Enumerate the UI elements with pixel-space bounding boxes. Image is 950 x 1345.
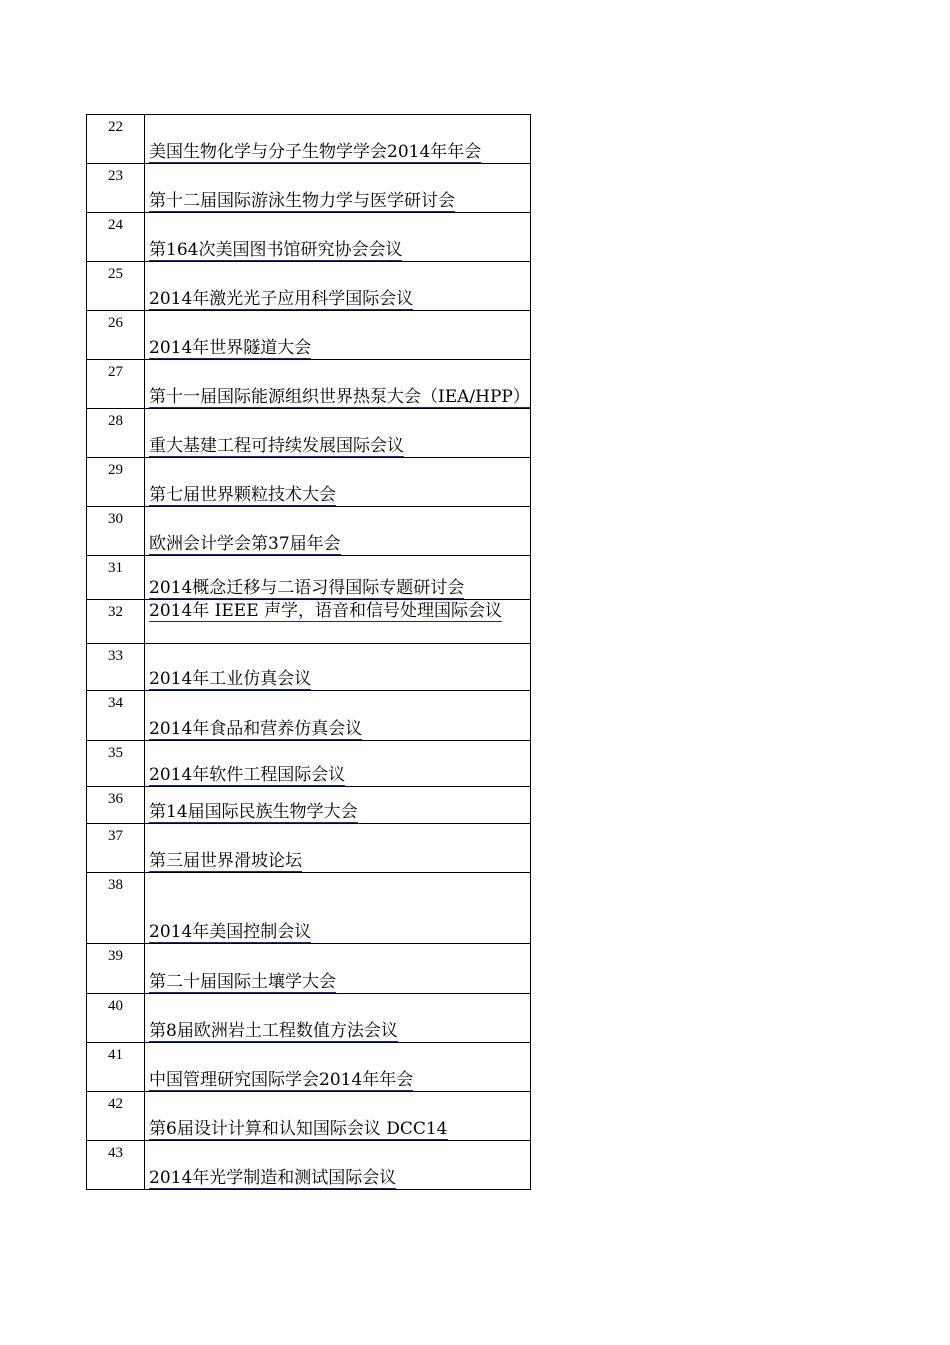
table-row: [87, 115, 531, 164]
row-number: 31: [87, 556, 145, 600]
row-number: 39: [87, 944, 145, 994]
conference-link[interactable]: 2014年美国控制会议: [149, 922, 312, 942]
row-number: 27: [87, 360, 145, 409]
row-number: 26: [87, 311, 145, 360]
row-number: 36: [87, 787, 145, 824]
conference-link[interactable]: 第二十届国际土壤学大会: [149, 972, 336, 992]
table-row: [87, 262, 531, 311]
row-number: 25: [87, 262, 145, 311]
row-number: 37: [87, 824, 145, 873]
conference-link[interactable]: 美国生物化学与分子生物学学会2014年年会: [149, 142, 482, 162]
conference-name-cell: [145, 1043, 531, 1092]
table-row: [87, 824, 531, 873]
table-row: [87, 873, 531, 944]
row-number: 40: [87, 994, 145, 1043]
row-number: 33: [87, 644, 145, 691]
row-number: 22: [87, 115, 145, 164]
conference-table: [86, 114, 531, 1190]
conference-link[interactable]: 第十二届国际游泳生物力学与医学研讨会: [149, 191, 455, 211]
table-row: [87, 360, 531, 409]
conference-name-cell: [145, 311, 531, 360]
row-number: 42: [87, 1092, 145, 1141]
conference-name-cell: [145, 691, 531, 741]
table-row: [87, 1141, 531, 1190]
conference-link[interactable]: 2014概念迁移与二语习得国际专题研讨会: [149, 578, 465, 598]
conference-name-cell: [145, 213, 531, 262]
row-number: 38: [87, 873, 145, 944]
table-row: [87, 213, 531, 262]
conference-name-cell: [145, 164, 531, 213]
conference-name-cell: [145, 115, 531, 164]
conference-link[interactable]: 第十一届国际能源组织世界热泵大会（IEA/HPP）: [149, 387, 530, 407]
row-number: 30: [87, 507, 145, 556]
table-row: [87, 164, 531, 213]
conference-link[interactable]: 重大基建工程可持续发展国际会议: [149, 436, 404, 456]
conference-name-cell: [145, 556, 531, 600]
row-number: 24: [87, 213, 145, 262]
table-row: [87, 556, 531, 600]
table-row: [87, 1043, 531, 1092]
conference-name-cell: [145, 787, 531, 824]
conference-link[interactable]: 第8届欧洲岩土工程数值方法会议: [149, 1021, 398, 1041]
conference-name-cell: [145, 994, 531, 1043]
conference-link[interactable]: 第三届世界滑坡论坛: [149, 851, 302, 871]
row-number: 34: [87, 691, 145, 741]
table-row: [87, 507, 531, 556]
conference-name-cell: [145, 873, 531, 944]
row-number: 29: [87, 458, 145, 507]
conference-link[interactable]: 2014年世界隧道大会: [149, 338, 312, 358]
conference-name-cell: [145, 644, 531, 691]
row-number: 41: [87, 1043, 145, 1092]
table-row: [87, 994, 531, 1043]
conference-link[interactable]: 2014年软件工程国际会议: [149, 765, 346, 785]
row-number: 32: [87, 600, 145, 644]
conference-name-cell: [145, 458, 531, 507]
conference-link[interactable]: 2014年食品和营养仿真会议: [149, 719, 363, 739]
conference-link[interactable]: 第164次美国图书馆研究协会会议: [149, 240, 403, 260]
table-row: [87, 691, 531, 741]
conference-name-cell: [145, 1141, 531, 1190]
table-row: [87, 787, 531, 824]
table-row: [87, 600, 531, 644]
table-row: [87, 644, 531, 691]
conference-name-cell: [145, 262, 531, 311]
row-number: 43: [87, 1141, 145, 1190]
conference-link[interactable]: 第14届国际民族生物学大会: [149, 802, 358, 822]
conference-link[interactable]: 2014年光学制造和测试国际会议: [149, 1168, 397, 1188]
conference-link[interactable]: 第6届设计计算和认知国际会议 DCC14: [149, 1119, 448, 1139]
conference-name-cell: [145, 409, 531, 458]
conference-name-cell: [145, 824, 531, 873]
conference-link[interactable]: 2014年 IEEE 声学，语音和信号处理国际会议: [149, 601, 503, 621]
table-row: [87, 409, 531, 458]
table-row: [87, 944, 531, 994]
conference-name-cell: [145, 600, 531, 644]
conference-name-cell: [145, 1092, 531, 1141]
conference-link[interactable]: 中国管理研究国际学会2014年年会: [149, 1070, 414, 1090]
conference-name-cell: [145, 944, 531, 994]
conference-link[interactable]: 欧洲会计学会第37届年会: [149, 534, 341, 554]
table-row: [87, 311, 531, 360]
row-number: 23: [87, 164, 145, 213]
conference-name-cell: [145, 507, 531, 556]
conference-link[interactable]: 2014年激光光子应用科学国际会议: [149, 289, 414, 309]
table-row: [87, 1092, 531, 1141]
table-row: [87, 741, 531, 787]
conference-link[interactable]: 第七届世界颗粒技术大会: [149, 485, 336, 505]
row-number: 35: [87, 741, 145, 787]
conference-name-cell: [145, 360, 531, 409]
conference-name-cell: [145, 741, 531, 787]
conference-link[interactable]: 2014年工业仿真会议: [149, 669, 312, 689]
row-number: 28: [87, 409, 145, 458]
table-row: [87, 458, 531, 507]
